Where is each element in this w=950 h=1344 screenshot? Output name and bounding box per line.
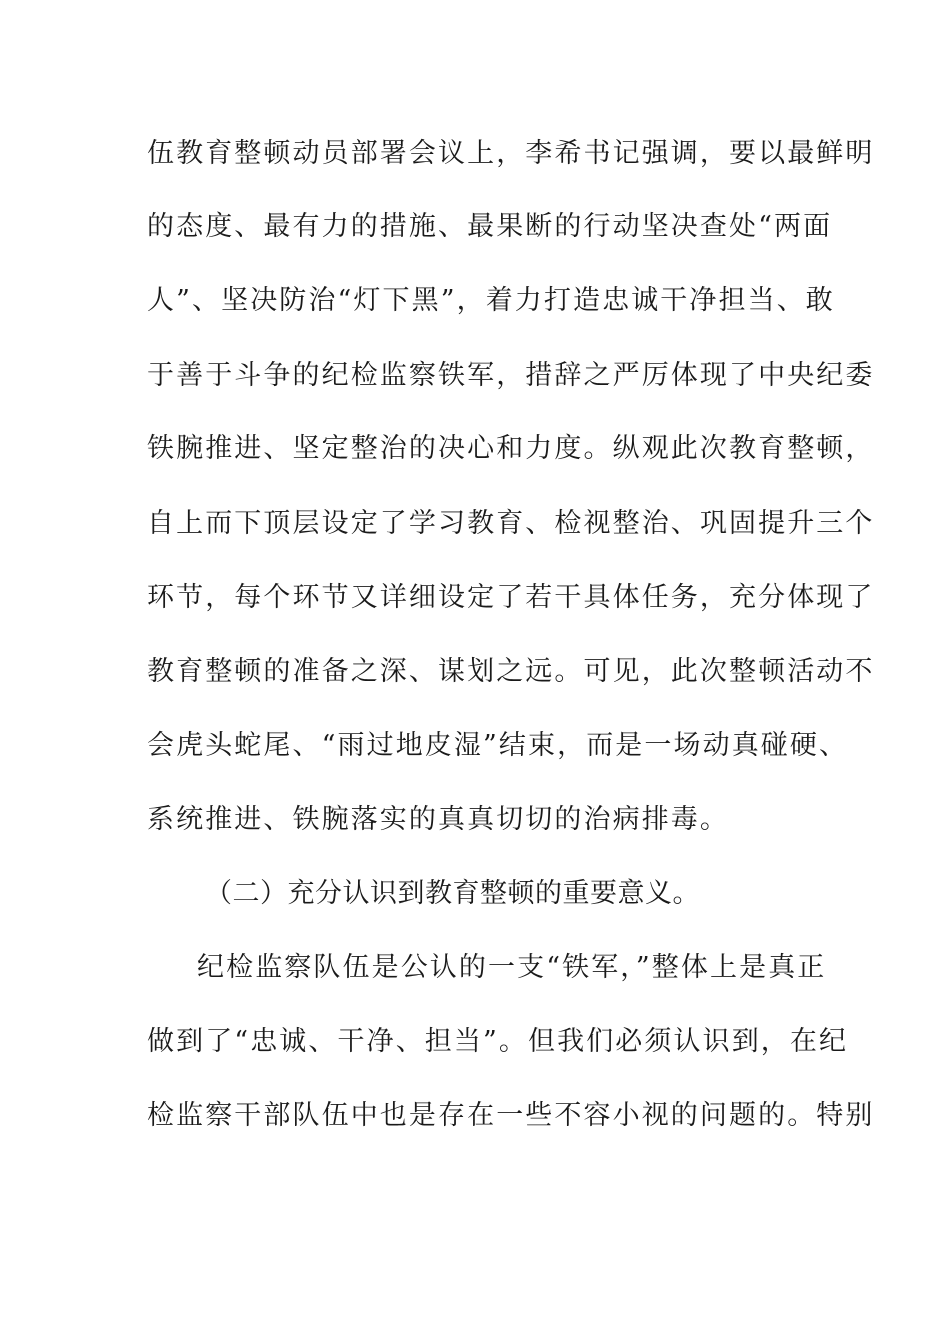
paragraph-1-line-2: 的态度、最有力的措施、最果断的行动坚决查处“两面 bbox=[147, 211, 833, 242]
paragraph-1-line-9: 会虎头蛇尾、“雨过地皮湿”结束，而是一场动真碰硬、 bbox=[147, 730, 849, 761]
section-heading: （二）充分认识到教育整顿的重要意义。 bbox=[205, 878, 700, 909]
paragraph-1-line-1: 伍教育整顿动员部署会议上，李希书记强调，要以最鲜明 bbox=[147, 138, 875, 169]
paragraph-1-line-5: 铁腕推进、坚定整治的决心和力度。纵观此次教育整顿， bbox=[147, 433, 875, 464]
paragraph-2-line-1: 纪检监察队伍是公认的一支“铁军，”整体上是真正 bbox=[197, 952, 827, 983]
paragraph-1-line-8: 教育整顿的准备之深、谋划之远。可见，此次整顿活动不 bbox=[147, 656, 875, 687]
paragraph-1-line-6: 自上而下顶层设定了学习教育、检视整治、巩固提升三个 bbox=[147, 508, 875, 539]
paragraph-1-line-4: 于善于斗争的纪检监察铁军，措辞之严厉体现了中央纪委 bbox=[147, 360, 875, 391]
paragraph-2-line-3: 检监察干部队伍中也是存在一些不容小视的问题的。特别 bbox=[147, 1100, 875, 1131]
paragraph-1-line-7: 环节，每个环节又详细设定了若干具体任务，充分体现了 bbox=[147, 582, 875, 613]
paragraph-1-line-3: 人”、坚决防治“灯下黑”，着力打造忠诚干净担当、敢 bbox=[147, 285, 835, 316]
paragraph-1-line-10: 系统推进、铁腕落实的真真切切的治病排毒。 bbox=[147, 804, 729, 835]
paragraph-2-line-2: 做到了“忠诚、干净、担当”。但我们必须认识到，在纪 bbox=[147, 1026, 849, 1057]
